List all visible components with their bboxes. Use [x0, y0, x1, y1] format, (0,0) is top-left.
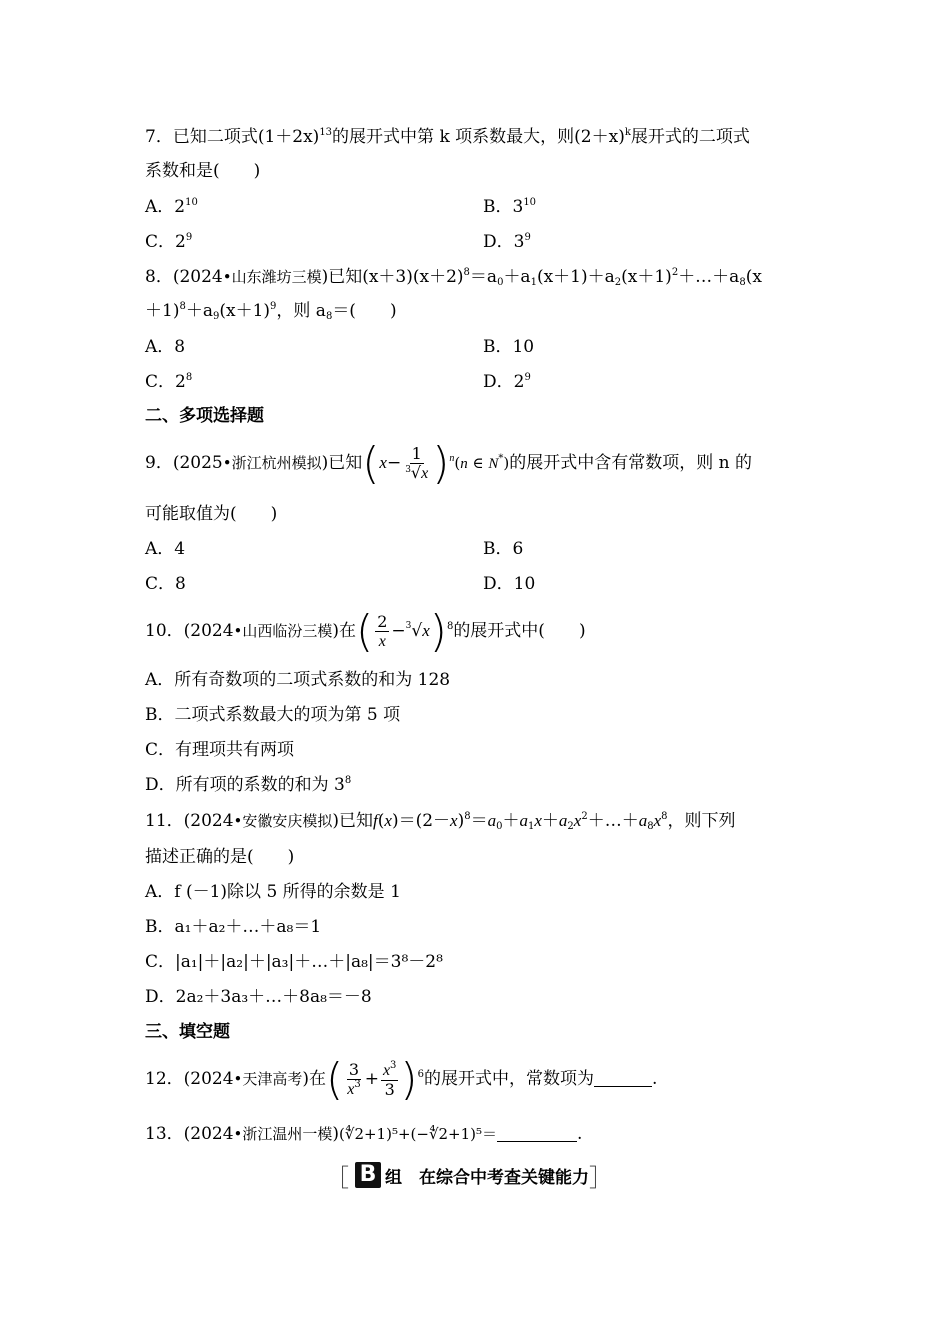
q7-line1: 7．已知二项式$(1+2x)^{13}$的展开式中第 k 项系数最大，则$(2+x)^k$展开式的二项式 [145, 127, 750, 147]
q10-option-a: A．所有奇数项的二项式系数的和为 128 [145, 670, 451, 690]
q7-option-b: B．$3^{10}$ [483, 197, 537, 217]
q7-option-a: A．$2^{10}$ [145, 197, 198, 217]
q10-line1: 10．(2024•山西临汾三模)在( $\frac{2}{x}$ −$^3$√x)$^8$的展开式中( ) [145, 605, 586, 657]
q11-line2: 描述正确的是( ) [145, 847, 295, 867]
q9-option-d: D．10 [483, 574, 536, 594]
heading-multiple-choice: 二、多项选择题 [145, 406, 264, 426]
q11-option-c: C．|a₁|＋|a₂|＋|a₃|＋…＋|a₈|＝3⁸－2⁸ [145, 952, 443, 972]
q8-option-d: D．$2^9$ [483, 372, 531, 392]
q9-option-c: C．8 [145, 574, 186, 594]
q8-line2: $+1)^8+a_9(x+1)^9$，则 $a_8=$( ) [145, 301, 397, 322]
q10-option-d: D．所有项的系数的和为 $3^8$ [145, 775, 352, 795]
section-b-title: 组 在综合中考查关键能力 [385, 1167, 589, 1188]
q8-option-c: C．$2^8$ [145, 372, 193, 392]
q11-option-b: B．a₁＋a₂＋…＋a₈＝1 [145, 917, 322, 937]
section-b-banner: ［ B 组 在综合中考查关键能力 ］ [325, 1162, 613, 1192]
q9-option-a: A．4 [145, 539, 186, 559]
q10-option-b: B．二项式系数最大的项为第 5 项 [145, 705, 401, 725]
q7-line2: 系数和是( ) [145, 161, 261, 181]
q9-line1: 9．(2025•浙江杭州模拟)已知(x− $\frac{1}{^3√x}$ )$^n$(n ∈ N*)的展开式中含有常数项，则 n 的 [145, 437, 753, 489]
q9-option-b: B．6 [483, 539, 524, 559]
q9-line2: 可能取值为( ) [145, 504, 278, 524]
q7-option-d: D．$3^9$ [483, 232, 531, 252]
q12-answer-blank[interactable] [594, 1070, 652, 1087]
q8-line1: 8．(2024•山东潍坊三模)已知$(x+3)(x+2)^8=a_0+a_1(x+1)+a_2(x+1)^2+\dots+a_8(x$ [145, 267, 762, 288]
q13-line1: 13．(2024•浙江温州一模)(∜2+1)⁵+(−∜2+1)⁵＝ . [145, 1124, 583, 1144]
q12-line1: 12．(2024•天津高考)在( $\frac{3}{x^3}$ + $\frac{x^3}{3}$ )$^6$的展开式中，常数项为 . [145, 1053, 658, 1105]
q8-option-b: B．10 [483, 337, 535, 357]
q8-option-a: A．8 [145, 337, 186, 357]
heading-fill-in: 三、填空题 [145, 1022, 230, 1042]
q11-option-d: D．2a₂＋3a₃＋…＋8a₈＝－8 [145, 987, 372, 1007]
q7-option-c: C．$2^9$ [145, 232, 193, 252]
section-b-letter: B [355, 1162, 381, 1188]
q11-option-a: A．f (－1)除以 5 所得的余数是 1 [145, 882, 401, 902]
q11-line1: 11．(2024•安徽安庆模拟)已知$f(x)=(2-x)^8=a_0+a_1x+a_2x^2+\dots+a_8x^8$，则下列 [145, 811, 736, 832]
q10-option-c: C．有理项共有两项 [145, 740, 295, 760]
q13-answer-blank[interactable] [497, 1125, 577, 1142]
